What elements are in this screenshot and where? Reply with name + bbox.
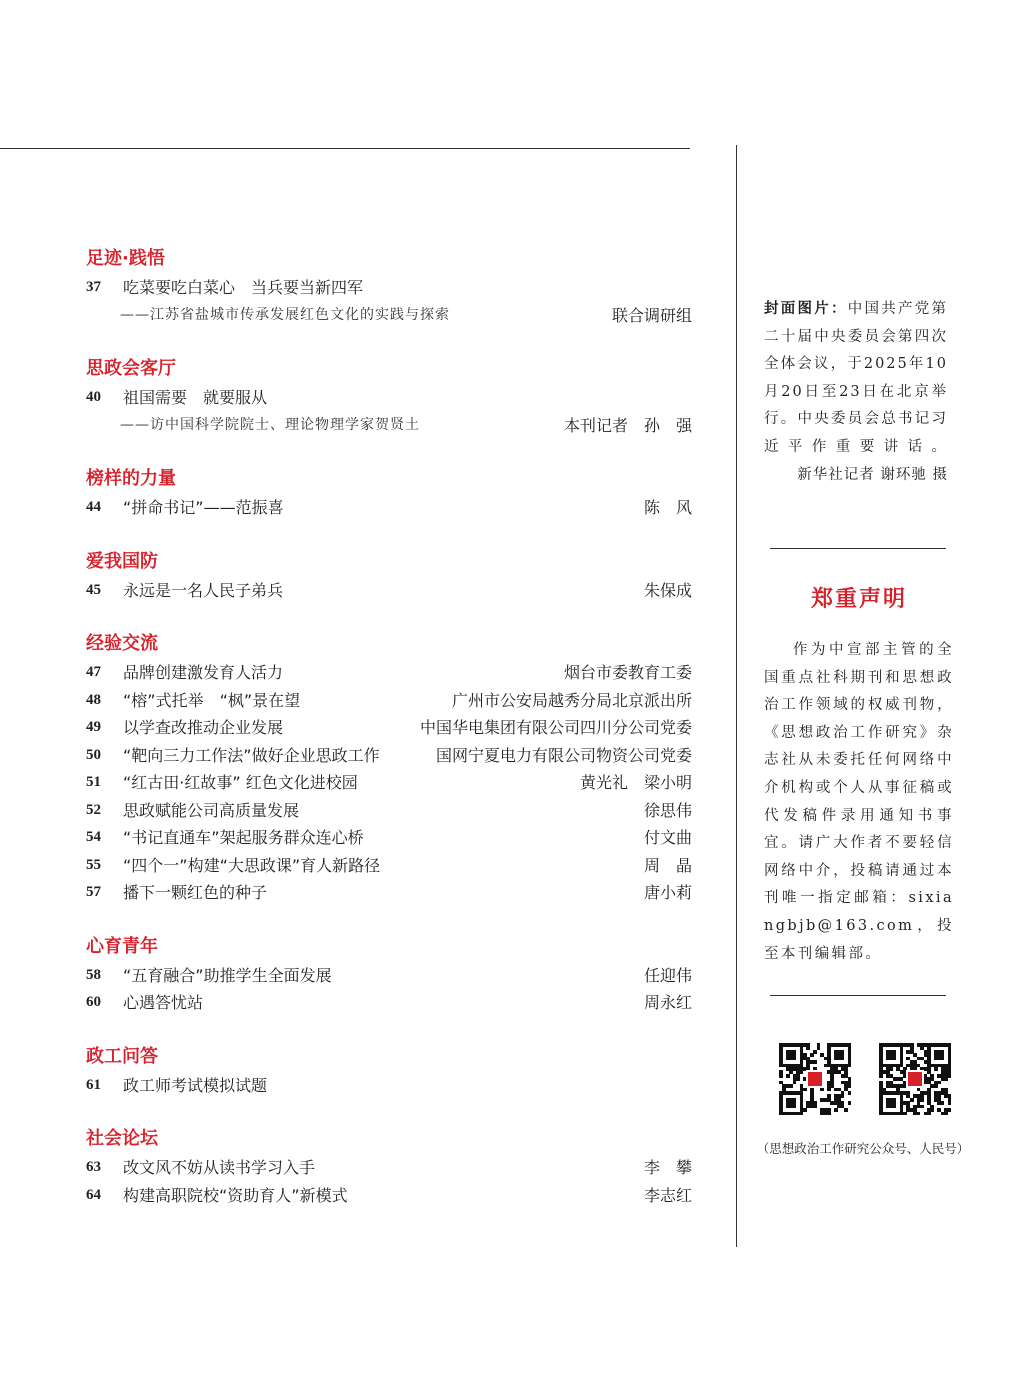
qr-module (848, 1084, 852, 1088)
article-author: 李 攀 (643, 1158, 692, 1177)
toc-subtitle-row (86, 412, 692, 440)
qr-module (841, 1094, 845, 1098)
qr-module (803, 1088, 807, 1092)
qr-module (779, 1074, 783, 1078)
toc-section (86, 934, 692, 1017)
page-number: 64 (86, 1186, 101, 1203)
qr-module (848, 1101, 852, 1105)
section-title: 思政会客厅 (86, 358, 176, 379)
qr-module (879, 1074, 883, 1078)
toc-entry (86, 577, 692, 605)
toc-entry (86, 962, 692, 990)
qr-module (800, 1070, 804, 1074)
article-subtitle: ——江苏省盐城市传承发展红色文化的实践与探索 (120, 306, 450, 323)
toc-entry (86, 797, 692, 825)
qr-module (941, 1101, 945, 1105)
toc-entry (86, 1182, 692, 1210)
article-title: “红古田·红故事” 红色文化进校园 (123, 773, 358, 792)
toc-entry (86, 687, 692, 715)
qr-module (920, 1105, 924, 1109)
section-title: 爱我国防 (86, 550, 158, 572)
cover-text: 中国共产党第二十届中央委员会第四次全体会议，于2025年10月20日至23日在北京举行。中央委员会总书记习近平作重要讲话。 (764, 301, 948, 455)
article-author: 中国华电集团有限公司四川分公司党委 (419, 718, 692, 737)
declaration-text: 作为中宣部主管的全国重点社科期刊和思想政治工作领域的权威刊物，《思想政治工作研究》杂志社从未委托任何网络中介机构或个人从事征稿或代发稿件录用通知书事宜。请广大作者不要轻信网络中介，投稿请通过本刊唯一指定邮箱：sixiangbjb@163.com，投至本刊编辑部。 (764, 642, 954, 962)
qr-module (944, 1112, 948, 1116)
article-author: 周 晶 (643, 855, 692, 875)
section-title: 足迹·践悟 (86, 248, 165, 269)
article-author: 陈 风 (643, 498, 692, 517)
article-subtitle: ——访中国科学院院士、理论物理学家贺贤土 (120, 416, 420, 433)
qr-module (810, 1053, 814, 1057)
cover-caption (764, 295, 948, 489)
page-number: 47 (86, 664, 101, 680)
toc-subtitle-row (86, 302, 692, 330)
cover-label: 封面图片： (764, 300, 848, 317)
qr-module (893, 1105, 897, 1109)
toc-entry (86, 494, 692, 522)
article-title: 永远是一名人民子弟兵 (123, 580, 284, 600)
qr-module (889, 1067, 893, 1071)
page-number: 48 (86, 691, 101, 708)
article-author: 国网宁夏电力有限公司物资公司党委 (435, 745, 692, 765)
article-author: 广州市公安局越秀分局北京派出所 (451, 690, 692, 710)
qr-module (844, 1108, 848, 1112)
article-author: 李志红 (643, 1185, 692, 1205)
qr-module (910, 1098, 914, 1102)
page-number: 58 (86, 966, 101, 983)
section-title: 社会论坛 (86, 1128, 158, 1149)
qr-module (834, 1108, 838, 1112)
qr-module (803, 1108, 807, 1112)
qr-module (930, 1108, 934, 1112)
article-author: 付文曲 (643, 828, 692, 847)
toc-entry (86, 714, 692, 742)
declaration-title: 郑重声明 (810, 586, 907, 612)
qr-module (786, 1074, 790, 1078)
toc-section (86, 356, 692, 439)
qr-module (793, 1105, 797, 1109)
qr-module (848, 1064, 852, 1068)
qr-module (848, 1091, 852, 1095)
article-title: “拼命书记”——范振喜 (123, 498, 284, 517)
toc-section (86, 631, 692, 907)
page-number: 54 (86, 829, 101, 845)
section-title: 榜样的力量 (86, 468, 176, 489)
article-author: 周永红 (643, 993, 692, 1012)
column-divider (736, 145, 737, 1247)
qr-module (796, 1077, 800, 1081)
qr-module (903, 1112, 907, 1116)
article-title: “榕”式托举 “枫”景在望 (123, 690, 301, 710)
page-number: 60 (86, 994, 101, 1010)
toc-section (86, 549, 692, 605)
qr-module (948, 1074, 952, 1078)
qr-module (948, 1108, 952, 1112)
qr-module (841, 1057, 845, 1061)
toc-entry (86, 274, 692, 302)
header-rule (0, 148, 690, 149)
toc-entry (86, 659, 692, 687)
toc-entry (86, 824, 692, 852)
page-number: 63 (86, 1159, 101, 1175)
cover-credit: 新华社记者 谢环驰 摄 (797, 466, 948, 483)
page-number: 44 (86, 499, 101, 515)
qr-module (817, 1046, 821, 1050)
page-number: 49 (86, 719, 101, 735)
toc-entry (86, 879, 692, 907)
qr-module (917, 1112, 921, 1116)
article-author: 徐思伟 (643, 800, 692, 820)
toc-entry (86, 742, 692, 770)
qr-module (813, 1060, 817, 1064)
article-title: 思政赋能公司高质量发展 (123, 800, 300, 820)
qr-module (800, 1112, 804, 1116)
qr-module (944, 1077, 948, 1081)
qr-module (893, 1057, 897, 1061)
toc-section (86, 466, 692, 522)
qr-module (827, 1112, 831, 1116)
page-number: 52 (86, 801, 101, 818)
article-title: 心遇答忧站 (123, 993, 204, 1012)
toc-entry (86, 384, 692, 412)
qr-module (813, 1050, 817, 1054)
toc-entry (86, 1072, 692, 1100)
toc-entry (86, 989, 692, 1017)
qr-module (793, 1057, 797, 1061)
toc-section (86, 1126, 692, 1209)
toc-entry (86, 852, 692, 880)
qr-caption: （思想政治工作研究公众号、人民号） (756, 1141, 970, 1156)
qr-module (789, 1084, 793, 1088)
qr-module (820, 1088, 824, 1092)
article-title: “五育融合”助推学生全面发展 (123, 965, 332, 985)
sidebar-divider-top (770, 548, 946, 549)
qr-logo-icon (806, 1070, 824, 1088)
qr-logo-icon (906, 1070, 924, 1088)
section-title: 政工问答 (86, 1045, 158, 1067)
page-number: 57 (86, 884, 101, 900)
page-number: 61 (86, 1076, 101, 1093)
article-author: 朱保成 (643, 580, 692, 600)
qr-module (827, 1088, 831, 1092)
qr-module (941, 1057, 945, 1061)
page-number: 51 (86, 774, 101, 790)
article-title: 吃菜要吃白菜心 当兵要当新四军 (123, 278, 364, 297)
qr-module (920, 1098, 924, 1102)
article-author: 唐小莉 (643, 883, 692, 902)
toc-section (86, 1044, 692, 1100)
article-title: 构建高职院校“资助育人”新模式 (123, 1185, 348, 1205)
qr-module (793, 1081, 797, 1085)
toc-entry (86, 769, 692, 797)
qr-module (813, 1105, 817, 1109)
article-title: 政工师考试模拟试题 (123, 1075, 268, 1095)
page-number: 55 (86, 856, 101, 873)
article-title: 改文风不妨从读书学习入手 (123, 1158, 316, 1177)
article-author: 本刊记者 孙 强 (563, 415, 692, 435)
section-title: 心育青年 (86, 935, 158, 957)
toc-entry (86, 1154, 692, 1182)
qr-module (806, 1046, 810, 1050)
qr-module (937, 1081, 941, 1085)
qr-module (934, 1067, 938, 1071)
page-number: 40 (86, 389, 101, 405)
article-author: 烟台市委教育工委 (563, 663, 692, 682)
page-number: 50 (86, 746, 101, 763)
sidebar-divider-bottom (770, 995, 946, 996)
article-title: “书记直通车”架起服务群众连心桥 (123, 828, 364, 847)
qr-module (948, 1101, 952, 1105)
qr-module (927, 1112, 931, 1116)
article-author: 任迎伟 (643, 965, 692, 985)
article-title: 祖国需要 就要服从 (123, 388, 268, 407)
section-title: 经验交流 (86, 633, 158, 654)
article-title: 品牌创建激发育人活力 (123, 663, 284, 682)
article-title: 以学查改推动企业发展 (123, 718, 284, 737)
article-title: 播下一颗红色的种子 (123, 883, 268, 902)
page-number: 45 (86, 581, 101, 598)
table-of-contents (86, 246, 692, 1236)
toc-section (86, 246, 692, 329)
article-title: “靶向三力工作法”做好企业思政工作 (123, 745, 380, 765)
article-author: 黄光礼 梁小明 (579, 773, 692, 792)
qr-code-wechat-icon (779, 1043, 851, 1115)
article-author: 联合调研组 (611, 305, 692, 325)
qr-code-people-icon (879, 1043, 951, 1115)
page-number: 37 (86, 279, 101, 295)
qr-module (934, 1084, 938, 1088)
article-title: “四个一”构建“大思政课”育人新路径 (123, 855, 381, 875)
